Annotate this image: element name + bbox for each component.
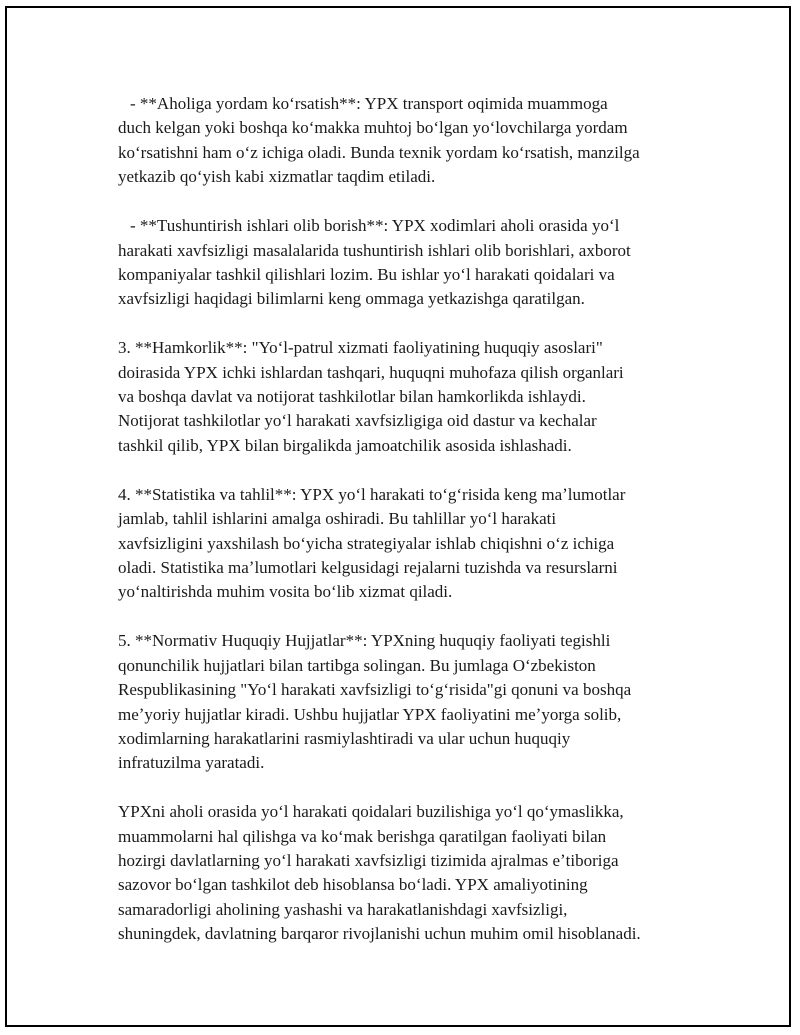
text-line: harakati xavfsizligi masalalarida tushuntirish ishlari olib borishlari, axborot <box>118 240 631 260</box>
document-body <box>118 92 698 971</box>
paragraph-tushuntirish-ishlari <box>118 214 698 312</box>
paragraph-normativ-huquqiy-hujjatlar <box>118 629 698 775</box>
text-line: oladi. Statistika maʼlumotlari kelgusidagi rejalarni tuzishda va resurslarni <box>118 558 618 577</box>
text-line: samaradorligi aholining yashashi va harakatlanishdagi xavfsizligi, <box>118 899 568 919</box>
text-line: 3. **Hamkorlik**: "Yoʻl-patrul xizmati faoliyatining huquqiy asoslari" <box>118 338 603 358</box>
paragraph-statistika-va-tahlil <box>118 483 698 605</box>
text-line: qonunchilik hujjatlari bilan tartibga solingan. Bu jumlaga Oʻzbekiston <box>118 655 596 675</box>
text-line: 5. **Normativ Huquqiy Hujjatlar**: YPXning huquqiy faoliyati tegishli <box>118 631 611 651</box>
text-line: 4. **Statistika va tahlil**: YPX yoʻl harakati toʻgʻrisida keng maʼlumotlar <box>118 484 626 504</box>
text-line: doirasida YPX ichki ishlardan tashqari, huquqni muhofaza qilish organlari <box>118 362 624 382</box>
paragraph-conclusion <box>118 800 698 946</box>
text-line: YPXni aholi orasida yoʻl harakati qoidalari buzilishiga yoʻl qoʻymaslikka, <box>118 802 624 822</box>
paragraph-hamkorlik <box>118 336 698 458</box>
text-line: Notijorat tashkilotlar yoʻl harakati xavfsizligiga oid dastur va kechalar <box>118 411 597 431</box>
text-line: - **Tushuntirish ishlari olib borish**: YPX xodimlari aholi orasida yoʻl <box>130 216 620 236</box>
text-line: Respublikasining "Yoʻl harakati xavfsizligi toʻgʻrisida"gi qonuni va boshqa <box>118 680 632 700</box>
text-line: duch kelgan yoki boshqa koʻmakka muhtoj boʻlgan yoʻlovchilarga yordam <box>118 118 628 138</box>
text-line: hozirgi davlatlarning yoʻl harakati xavfsizligi tizimida ajralmas eʼtiboriga <box>118 851 619 871</box>
text-line: xodimlarning harakatlarini rasmiylashtiradi va ular uchun huquqiy <box>118 728 571 748</box>
text-line: va boshqa davlat va notijorat tashkilotlar bilan hamkorlikda ishlaydi. <box>118 387 586 407</box>
text-line: kompaniyalar tashkil qilishlari lozim. Bu ishlar yoʻl harakati qoidalari va <box>118 264 615 284</box>
text-line: shuningdek, davlatning barqaror rivojlanishi uchun muhim omil hisoblanadi. <box>118 924 641 944</box>
text-line: xavfsizligini yaxshilash boʻyicha strategiyalar ishlab chiqishni oʻz ichiga <box>118 533 615 553</box>
text-line: tashkil qilib, YPX bilan birgalikda jamoatchilik asosida ishlashadi. <box>118 435 572 455</box>
paragraph-aholiga-yordam <box>118 92 698 190</box>
text-line: - **Aholiga yordam koʻrsatish**: YPX transport oqimida muammoga <box>130 94 608 113</box>
text-line: yetkazib qoʻyish kabi xizmatlar taqdim etiladi. <box>118 167 436 187</box>
text-line: koʻrsatishni ham oʻz ichiga oladi. Bunda texnik yordam koʻrsatish, manzilga <box>118 142 640 162</box>
text-line: sazovor boʻlgan tashkilot deb hisoblansa boʻladi. YPX amaliyotining <box>118 875 588 895</box>
text-line: jamlab, tahlil ishlarini amalga oshiradi. Bu tahlillar yoʻl harakati <box>118 509 557 529</box>
text-line: xavfsizligi haqidagi bilimlarni keng ommaga yetkazishga qaratilgan. <box>118 289 585 309</box>
text-line: meʼyoriy hujjatlar kiradi. Ushbu hujjatlar YPX faoliyatini meʼyorga solib, <box>118 704 622 724</box>
text-line: muammolarni hal qilishga va koʻmak berishga qaratilgan faoliyati bilan <box>118 826 607 846</box>
text-line: yoʻnaltirishda muhim vosita boʻlib xizmat qiladi. <box>118 582 453 602</box>
text-line: infratuzilma yaratadi. <box>118 753 265 773</box>
